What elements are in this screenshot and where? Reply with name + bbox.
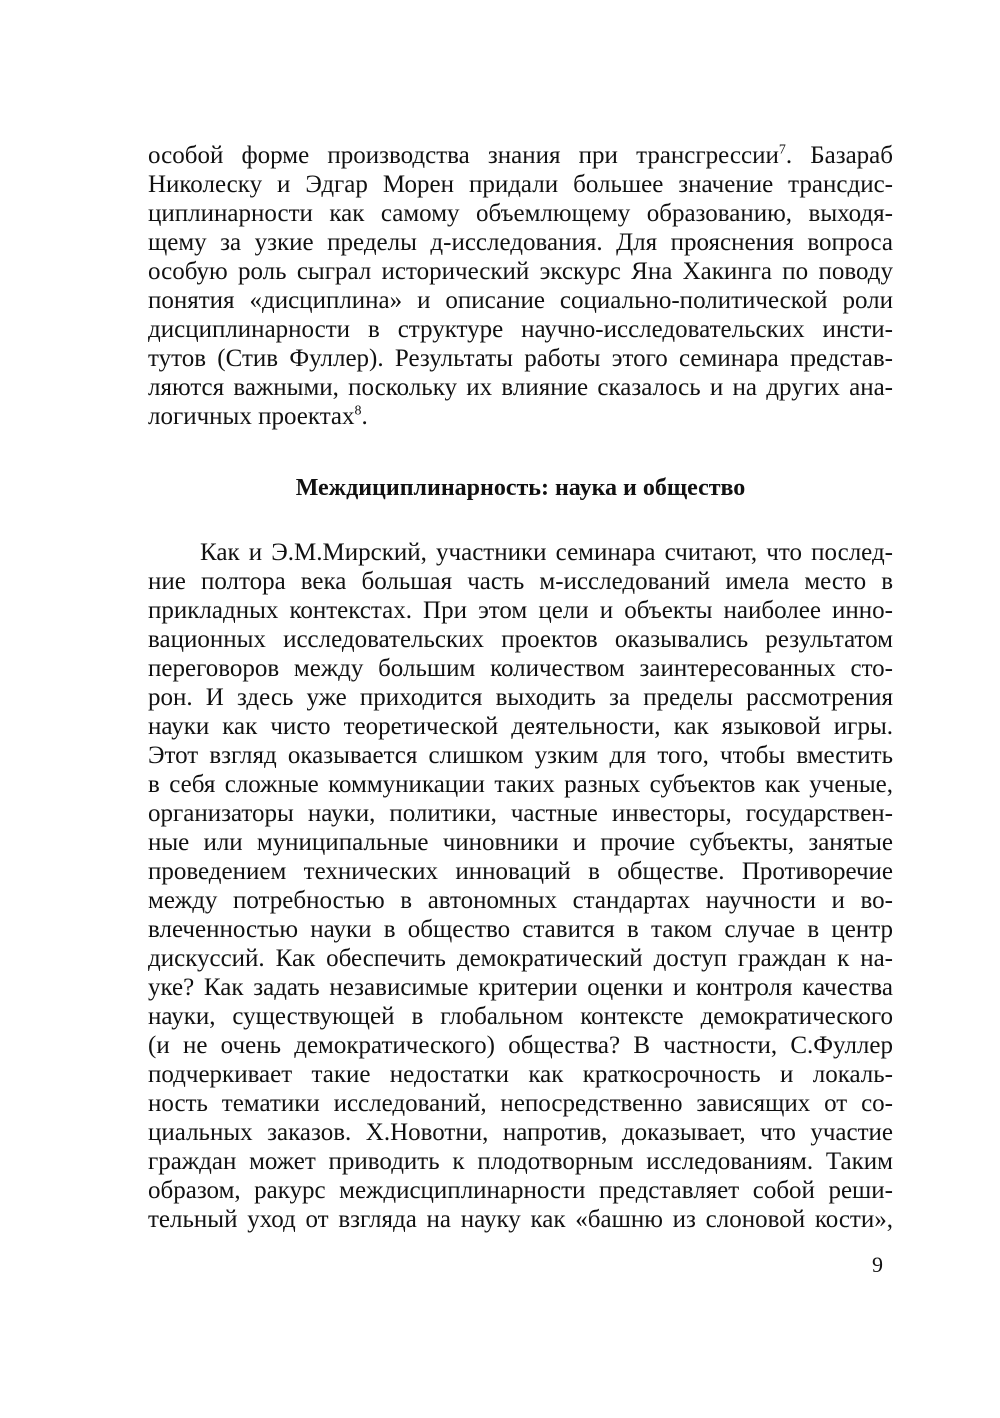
paragraph-line: науки, существующей в глобальном контексте демократического — [148, 1003, 893, 1030]
paragraph-line: образом, ракурс междисциплинарности представляет собой реши- — [148, 1177, 893, 1204]
section-heading: Междициплинарность: наука и общество — [295, 475, 746, 501]
footnote-ref: 7 — [778, 142, 786, 158]
paragraph-line: (и не очень демократического) общества? В частности, С.Фуллер — [148, 1032, 893, 1059]
paragraph-line: проведением технических инноваций в обществе. Противоречие — [148, 858, 893, 885]
paragraph-line: в себя сложные коммуникации таких разных субъектов как ученые, — [148, 771, 893, 798]
paragraph-line: щему за узкие пределы д-исследования. Для прояснения вопроса — [148, 229, 893, 256]
paragraph-line: дискуссий. Как обеспечить демократический доступ граждан к на- — [148, 945, 893, 972]
paragraph-line: ляются важными, поскольку их влияние сказалось и на других ана- — [148, 374, 893, 401]
paragraph-line: переговоров между большим количеством заинтересованных сто- — [148, 655, 893, 682]
paragraph-line: науки как чисто теоретической деятельности, как языковой игры. — [148, 713, 893, 740]
paragraph-line: тутов (Стив Фуллер). Результаты работы этого семинара представ- — [148, 345, 893, 372]
paragraph-line: между потребностью в автономных стандартах научности и во- — [148, 887, 893, 914]
paragraph-line: ность тематики исследований, непосредственно зависящих от со- — [148, 1090, 893, 1117]
paragraph-line: влеченностью науки в общество ставится в таком случае в центр — [148, 916, 893, 943]
paragraph-line: рон. И здесь уже приходится выходить за пределы рассмотрения — [148, 684, 893, 711]
paragraph-line: дисциплинарности в структуре научно-исследовательских инсти- — [148, 316, 893, 343]
paragraph-line: особой форме производства знания при трансгрессии$^7$. Базараб — [148, 142, 893, 169]
paragraph-line: ние полтора века большая часть м-исследований имела место в — [148, 568, 893, 595]
paragraph-intro — [148, 141, 893, 431]
paragraph-line: тельный уход от взгляда на науку как «башню из слоновой кости», — [148, 1206, 893, 1233]
paragraph-line: Этот взгляд оказывается слишком узким для того, чтобы вместить — [148, 742, 893, 769]
paragraph-line: ные или муниципальные чиновники и прочие субъекты, занятые — [148, 829, 893, 856]
paragraph-line: подчеркивает такие недостатки как краткосрочность и локаль- — [148, 1061, 893, 1088]
paragraph-line: циальных заказов. Х.Новотни, напротив, доказывает, что участие — [148, 1119, 893, 1146]
paragraph-line: логичных проектах$^8$. — [148, 403, 368, 430]
paragraph-line: Как и Э.М.Мирский, участники семинара считают, что послед- — [200, 539, 893, 566]
paragraph-line: особую роль сыграл исторический экскурс Яна Хакинга по поводу — [148, 258, 893, 285]
paragraph-main — [148, 538, 893, 1234]
paragraph-line: понятия «дисциплина» и описание социально-политической роли — [148, 287, 893, 314]
page-number: 9 — [872, 1252, 883, 1277]
paragraph-line: прикладных контекстах. При этом цели и объекты наиболее инно- — [148, 597, 893, 624]
paragraph-line: граждан может приводить к плодотворным исследованиям. Таким — [148, 1148, 893, 1175]
paragraph-line: циплинарности как самому объемлющему образованию, выходя- — [148, 200, 893, 227]
paragraph-line: уке? Как задать независимые критерии оценки и контроля качества — [148, 974, 893, 1001]
paragraph-line: Николеску и Эдгар Морен придали большее значение трансдис- — [148, 171, 893, 198]
footnote-ref: 8 — [354, 403, 362, 419]
paragraph-line: вационных исследовательских проектов оказывались результатом — [148, 626, 893, 653]
paragraph-line: организаторы науки, политики, частные инвесторы, государствен- — [148, 800, 893, 827]
